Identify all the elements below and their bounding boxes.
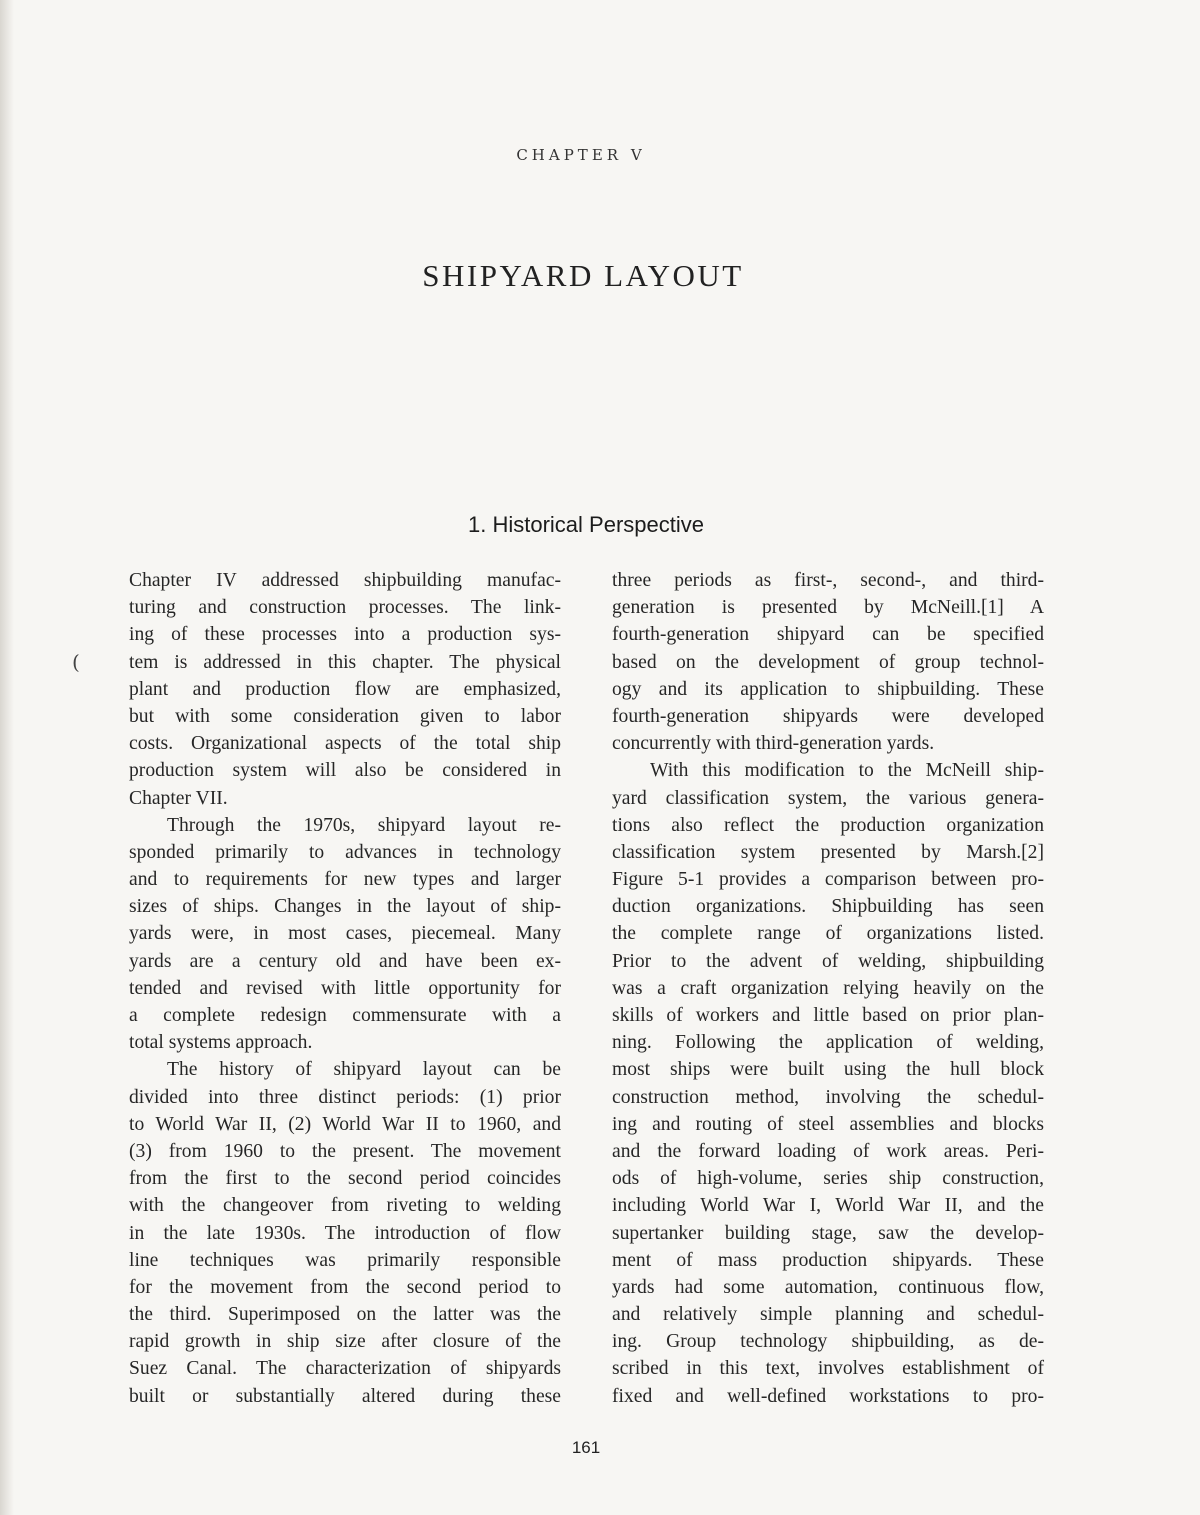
text-line: including World War I, World War II, and the (612, 1195, 1044, 1217)
text-line: most ships were built using the hull block (612, 1059, 1044, 1081)
text-line: divided into three distinct periods: (1) prior (129, 1086, 561, 1108)
text-line: concurrently with third-generation yards. (612, 733, 935, 755)
text-line: tions also reflect the production organization (612, 814, 1044, 836)
text-line: Chapter VII. (129, 787, 228, 809)
text-line: sizes of ships. Changes in the layout of ship- (129, 896, 561, 918)
text-line: plant and production flow are emphasized, (129, 678, 561, 700)
text-line: fourth-generation shipyards were developed (612, 705, 1044, 727)
text-line: ment of mass production shipyards. These (612, 1249, 1044, 1271)
text-line: Through the 1970s, shipyard layout re- (167, 814, 561, 836)
text-line: based on the development of group technol- (612, 651, 1044, 673)
text-line: generation is presented by McNeill.[1] A (612, 597, 1044, 619)
chapter-label: CHAPTER V (516, 146, 646, 164)
text-line: construction method, involving the schedul- (612, 1086, 1044, 1108)
text-line: costs. Organizational aspects of the total ship (129, 733, 561, 755)
text-line: line techniques was primarily responsible (129, 1249, 561, 1271)
page-number: 161 (571, 1438, 601, 1457)
text-line: ods of high-volume, series ship construction, (612, 1168, 1044, 1190)
text-line: With this modification to the McNeill ship- (650, 760, 1044, 782)
text-line: total systems approach. (129, 1032, 313, 1054)
text-line: Figure 5-1 provides a comparison between pro- (612, 869, 1044, 891)
text-line: and to requirements for new types and larger (129, 869, 561, 891)
text-line: tended and revised with little opportunity for (129, 977, 561, 999)
text-line: yards had some automation, continuous flow, (612, 1276, 1044, 1298)
text-line: Chapter IV addressed shipbuilding manufac- (129, 570, 561, 591)
text-line: tem is addressed in this chapter. The physical (129, 651, 561, 673)
text-line: supertanker building stage, saw the develop- (612, 1222, 1044, 1244)
text-line: the complete range of organizations listed. (612, 923, 1044, 945)
text-line: skills of workers and little based on prior plan- (612, 1005, 1044, 1026)
chapter-title: SHIPYARD LAYOUT (422, 258, 744, 293)
text-line: and the forward loading of work areas. Peri- (612, 1140, 1044, 1162)
text-line: and relatively simple planning and schedul- (612, 1304, 1044, 1326)
text-line: The history of shipyard layout can be (167, 1059, 561, 1081)
text-line: to World War II, (2) World War II to 1960, and (129, 1113, 561, 1135)
text-line: for the movement from the second period to (129, 1276, 561, 1298)
text-line: ning. Following the application of welding, (612, 1032, 1044, 1054)
text-line: in the late 1930s. The introduction of flow (129, 1222, 561, 1244)
text-line: fixed and well-defined workstations to pro- (612, 1385, 1044, 1407)
left-text-column (129, 567, 561, 1410)
text-line: yard classification system, the various genera- (612, 787, 1044, 809)
text-line: from the first to the second period coincides (129, 1168, 561, 1190)
text-line: the third. Superimposed on the latter was the (129, 1304, 561, 1326)
text-line: turing and construction processes. The link- (129, 597, 561, 619)
right-text-column (612, 567, 1044, 1410)
text-line: scribed in this text, involves establishment of (612, 1358, 1044, 1380)
text-line: was a craft organization relying heavily on the (612, 977, 1044, 999)
margin-mark: ( (72, 650, 80, 674)
text-line: Suez Canal. The characterization of shipyards (129, 1358, 561, 1380)
text-line: production system will also be considered in (129, 760, 561, 782)
text-line: sponded primarily to advances in technology (129, 841, 561, 863)
text-line: fourth-generation shipyard can be specified (612, 624, 1044, 646)
text-line: yards are a century old and have been ex- (129, 950, 561, 972)
text-line: ing. Group technology shipbuilding, as de- (612, 1331, 1044, 1353)
text-line: ogy and its application to shipbuilding. These (612, 678, 1044, 700)
text-line: rapid growth in ship size after closure of the (129, 1331, 561, 1353)
text-line: ing and routing of steel assemblies and blocks (612, 1113, 1044, 1135)
text-line: duction organizations. Shipbuilding has seen (612, 896, 1044, 918)
text-line: yards were, in most cases, piecemeal. Many (129, 923, 561, 945)
page-gutter-shadow (0, 0, 14, 1515)
text-line: built or substantially altered during these (129, 1385, 561, 1407)
text-line: (3) from 1960 to the present. The movement (129, 1140, 561, 1162)
text-line: classification system presented by Marsh.[2] (612, 841, 1044, 863)
text-line: a complete redesign commensurate with a (129, 1005, 561, 1026)
section-heading: 1. Historical Perspective (468, 512, 704, 537)
text-line: Prior to the advent of welding, shipbuilding (612, 950, 1044, 972)
text-line: ing of these processes into a production sys- (129, 624, 561, 646)
text-line: with the changeover from riveting to welding (129, 1195, 561, 1217)
text-line: but with some consideration given to labor (129, 705, 561, 727)
text-line: three periods as first-, second-, and third- (612, 570, 1044, 591)
